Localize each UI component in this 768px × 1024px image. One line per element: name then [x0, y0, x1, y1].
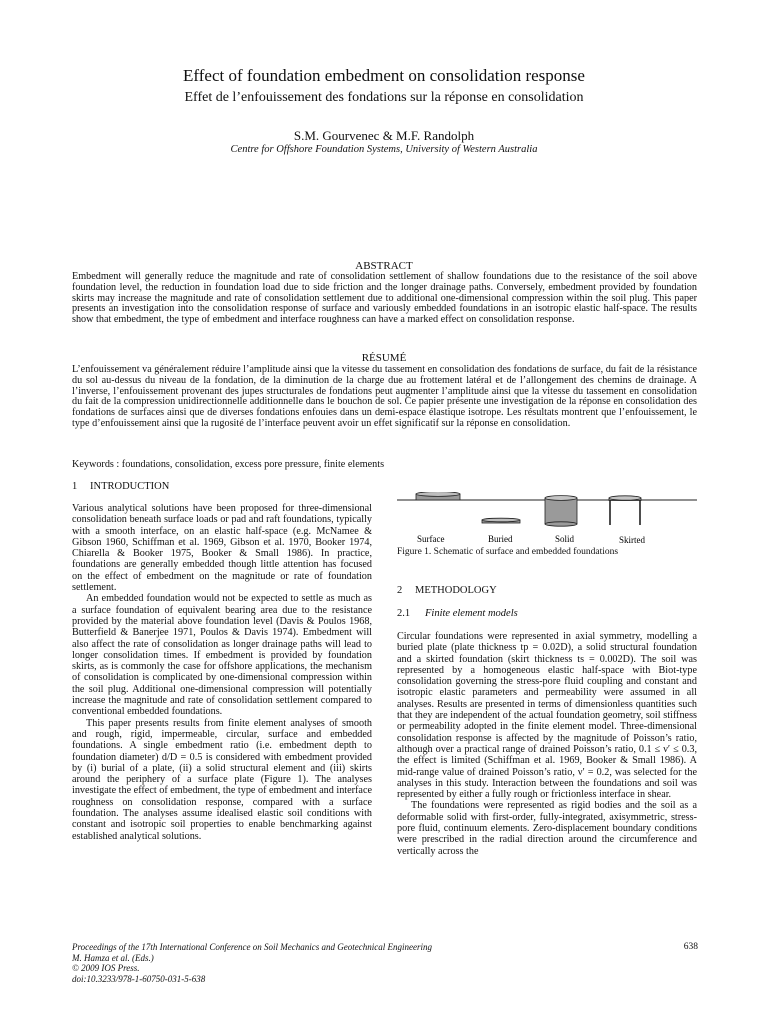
- resume-text: L’enfouissement va généralement réduire l’amplitude ainsi que la vitesse du tassement en consolidation des fondations de surface, du fait de la résistance du sol au-dessus du niveau de la fondation, de la diminution de la charge due au frottement latéral et de l’allongement des chemins de drainage. A l’inverse, l’enfouissement provenant des jupes structurales de fondations peut augmenter l’amplitude ainsi que la vitesse du tassement en consolidation du fait de la compression unidirectionnelle additionnelle dans le bouchon de sol. Ce papier présente une investigation de la réponse en consolidation des fondations de surfaces ainsi que de diverses fondations enfouies dans un demi-espace élastique isotrope. Les résultats montrent que l’enfouissement, le type d’enfouissement ainsi que la rugosité de l’interface peuvent avoir un effet significatif sur la réponse en consolidation.: [72, 364, 697, 429]
- footer-line-doi: doi:10.3233/978-1-60750-031-5-638: [72, 973, 206, 984]
- proceedings-footer: [72, 942, 432, 984]
- footer-line-copyright: © 2009 IOS Press.: [72, 963, 140, 973]
- section-title: METHODOLOGY: [415, 585, 497, 596]
- skirted-foundation-shape: [609, 496, 641, 525]
- page-number: 638: [683, 942, 698, 952]
- surface-foundation-shape: [416, 492, 460, 500]
- affiliation: Centre for Offshore Foundation Systems, University of Western Australia: [230, 144, 538, 155]
- subsection-heading-fe-models: [397, 608, 697, 619]
- figure-caption: Figure 1. Schematic of surface and embedded foundations: [397, 547, 619, 557]
- section-title: INTRODUCTION: [90, 481, 170, 492]
- paper-subtitle-french: Effet de l’enfouissement des fondations sur la réponse en consolidation: [184, 90, 584, 105]
- section-number: 2: [397, 585, 403, 596]
- subsection-title: Finite element models: [425, 608, 518, 619]
- paper-title: Effect of foundation embedment on consolidation response: [183, 66, 585, 85]
- figure-label-solid: Solid: [555, 534, 575, 544]
- keywords: Keywords : foundations, consolidation, excess pore pressure, finite elements: [72, 459, 385, 470]
- figure-label-buried: Buried: [488, 534, 513, 544]
- methodology-paragraph-1: Circular foundations were represented in axial symmetry, modelling a buried plate (plate thickness tp = 0.02D), a solid structural foundation and a skirted foundation (skirt thickness ts = 0.002D). The soil was represented by a homogeneous elastic half-space with Biot-type consolidation governing the stress-pore fluid coupling and constant and isotropic elastic parameters and permeability were assumed in all analyses. Results are presented in terms of dimensionless quantities such that they are independent of the actual foundation geometry, soil stiffness or permeability adopted in the finite element model. Three-dimensional consolidation response is affected by the magnitude of Poisson’s ratio, although over a practical range of drained Poisson’s ratio, 0.1 ≤ ν′ ≤ 0.3, the effect is limited (Schiffman et al. 1969, Booker & Small 1986). A mid-range value of drained Poisson’s ratio, ν′ = 0.2, was selected for the analyses in this study. Interaction between the foundations and soil was represented by either a fully rough or frictionless interface in shear.: [397, 631, 697, 801]
- section-heading-methodology: [397, 585, 697, 596]
- subsection-number: 2.1: [397, 608, 411, 619]
- section-heading-introduction: [72, 481, 372, 492]
- abstract-text: Embedment will generally reduce the magnitude and rate of consolidation settlement of shallow foundations due to the resistance of the soil above foundation level, the reduction in foundation load due to side friction and the longer drainage paths. Conversely, embedment provided by foundation skirts may increase the magnitude and rate of consolidation settlement due to additional one-dimensional compression within the soil plug. This paper presents an investigation into the consolidation response of surface and variously embedded foundations in an isotropic elastic half-space. The results show that embedment, the type of embedment and interface roughness can have a marked effect on consolidation response.: [72, 271, 697, 326]
- solid-foundation-shape: [545, 496, 577, 527]
- footer-line-editors: M. Hamza et al. (Eds.): [72, 952, 154, 963]
- intro-paragraph-3: This paper presents results from finite element analyses of smooth and rough, rigid, impermeable, circular, surface and embedded foundations. A single embedment ratio (i.e. embedment depth to foundation diameter) d/D = 0.5 is considered with embedment provided by (i) burial of a plate, (ii) a solid structural element and (iii) skirts around the periphery of a surface plate (Figure 1). The analyses investigate the effect of embedment, the type of embedment and interface roughness on consolidation response, compared with a surface foundation. The analyses assume idealised elastic soil conditions with constant and isotropic soil properties to enable benchmarking against established analytical solutions.: [72, 717, 372, 842]
- section-number: 1: [72, 481, 78, 492]
- resume-heading: RÉSUMÉ: [361, 352, 407, 364]
- introduction-body: [72, 503, 372, 842]
- intro-paragraph-2: An embedded foundation would not be expected to settle as much as a surface foundation of equivalent bearing area due to the resistance provided by the material above foundation level (Davis & Poulos 1968, Butterfield & Banerjee 1971, Poulos & Davis 1974). Embedment will also affect the rate of consolidation as longer drainage paths will lead to longer consolidation times. If embedment is provided by foundation skirts, as is commonly the case for offshore applications, the mechanism of consolidation is complicated by one-dimensional compression within the soil plug. Additional one-dimensional compression will potentially increase the magnitude and rate of consolidation settlement compared to conventional embedded foundations.: [72, 593, 372, 718]
- intro-paragraph-1: Various analytical solutions have been proposed for three-dimensional consolidation beneath surface loads or pad and raft foundations, typically with a smooth interface, on an elastic half-space (e.g. McNamee & Gibson 1960, Schiffman et al. 1969, Gibson et al. 1970, Booker 1974, Chiarella & Booker 1975, Booker & Small 1986). In practice, foundations are generally embedded though little attention has focused on the effect of embedment on the magnitude or rate of foundation settlement.: [72, 503, 372, 594]
- figure-label-skirted: Skirted: [619, 535, 645, 545]
- figure-1-schematic: [397, 492, 697, 552]
- methodology-paragraph-2: The foundations were represented as rigid bodies and the soil as a deformable solid with first-order, fully-integrated, axisymmetric, stress-pore fluid, continuum elements. Zero-displacement boundary conditions were prescribed in the radial direction around the circumference and vertically across the: [397, 800, 697, 857]
- abstract-heading: ABSTRACT: [355, 260, 413, 272]
- authors: S.M. Gourvenec & M.F. Randolph: [293, 128, 475, 143]
- footer-line-conference: Proceedings of the 17th International Conference on Soil Mechanics and Geotechnical Engineering: [72, 942, 432, 952]
- methodology-body: [397, 631, 697, 857]
- buried-foundation-shape: [482, 518, 520, 523]
- figure-label-surface: Surface: [417, 534, 445, 544]
